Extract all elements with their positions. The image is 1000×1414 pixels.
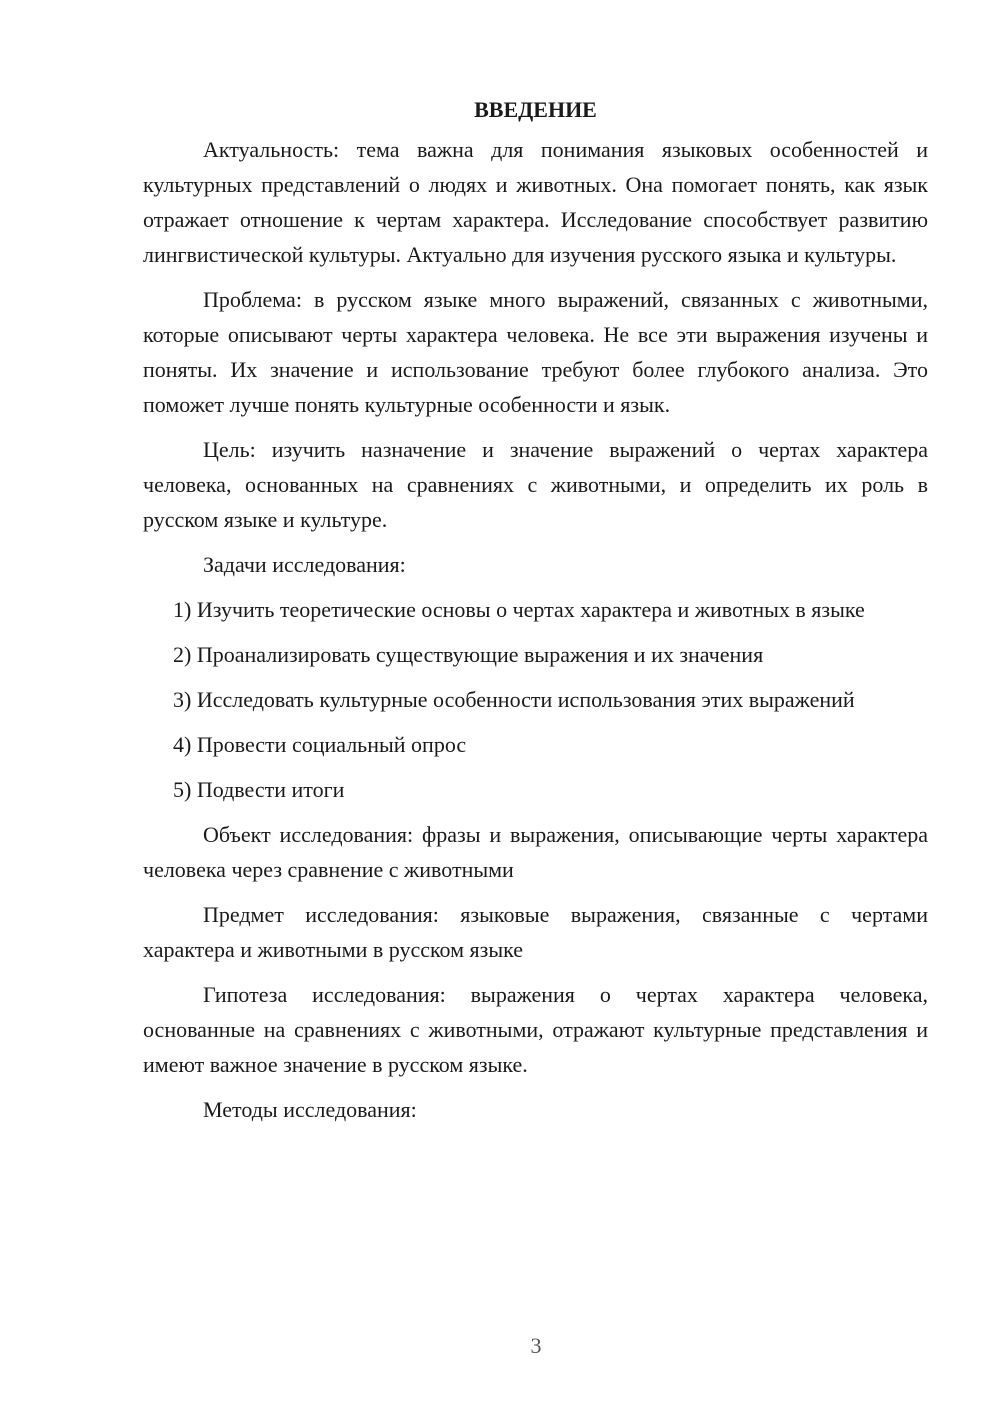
task-item: 1) Изучить теоретические основы о чертах характера и животных в языке: [173, 597, 865, 622]
page-title: ВВЕДЕНИЕ: [474, 97, 597, 122]
subject-paragraph: Предмет исследования: языковые выражения, связанные с чертами характера и животными в русском языке: [143, 902, 928, 962]
task-item: 3) Исследовать культурные особенности использования этих выражений: [173, 687, 855, 712]
task-item: 4) Провести социальный опрос: [173, 732, 467, 757]
goal-paragraph: Цель: изучить назначение и значение выражений о чертах характера человека, основанных на сравнениях с животными, и определить их роль в русском языке и культуре.: [143, 437, 928, 532]
relevance-paragraph: Актуальность: тема важна для понимания языковых особенностей и культурных представлений о людях и животных. Она помогает понять, как язык отражает отношение к чертам характера. Исследование способствует развитию лингвистической культуры. Актуально для изучения русского языка и культуры.: [143, 137, 928, 267]
task-item: 2) Проанализировать существующие выражения и их значения: [173, 642, 764, 667]
tasks-heading: Задачи исследования:: [203, 552, 406, 577]
methods-heading: Методы исследования:: [203, 1097, 417, 1122]
hypothesis-paragraph: Гипотеза исследования: выражения о чертах характера человека, основанные на сравнениях с животными, отражают культурные представления и имеют важное значение в русском языке.: [143, 982, 928, 1077]
problem-paragraph: Проблема: в русском языке много выражений, связанных с животными, которые описывают черты характера человека. Не все эти выражения изучены и поняты. Их значение и использование требуют более глубокого анализа. Это поможет лучше понять культурные особенности и язык.: [143, 287, 928, 417]
object-paragraph: Объект исследования: фразы и выражения, описывающие черты характера человека через сравнение с животными: [143, 822, 928, 882]
text-column: [143, 92, 928, 1137]
task-item: 5) Подвести итоги: [173, 777, 345, 802]
page-number: 3: [530, 1333, 542, 1358]
